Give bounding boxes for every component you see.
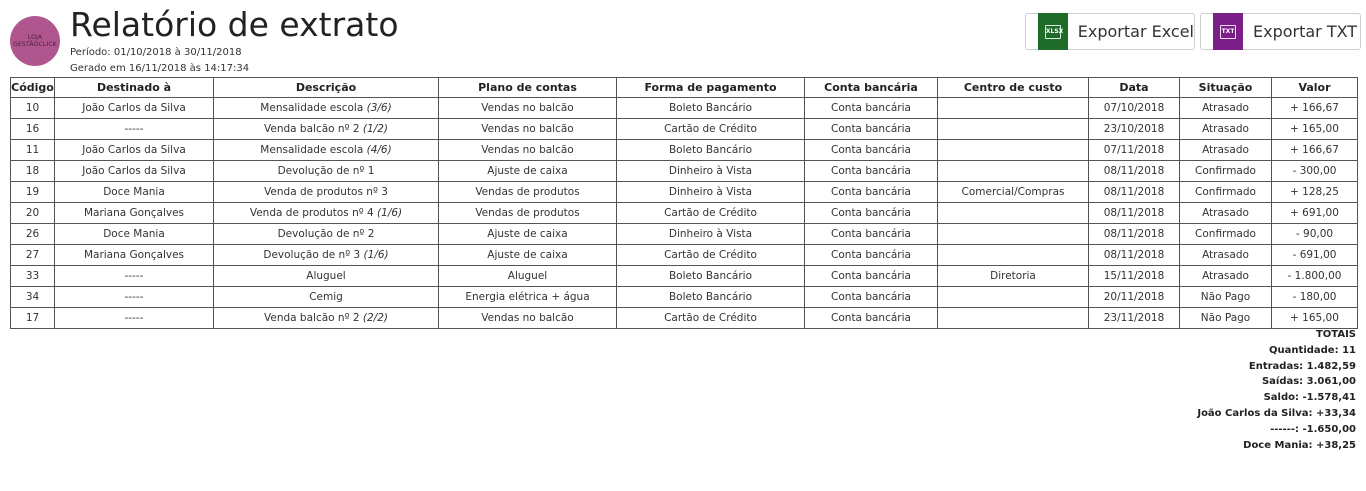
- cell-forma: Dinheiro à Vista: [617, 182, 805, 203]
- cell-plano: Ajuste de caixa: [439, 245, 617, 266]
- description-text: Venda balcão nº 2: [264, 312, 363, 324]
- statement-table: [10, 77, 1358, 329]
- table-header-row: [11, 78, 1358, 98]
- cell-conta: Conta bancária: [805, 161, 938, 182]
- cell-data: 20/11/2018: [1089, 287, 1180, 308]
- cell-centro: [938, 203, 1089, 224]
- cell-plano: Ajuste de caixa: [439, 224, 617, 245]
- cell-forma: Boleto Bancário: [617, 266, 805, 287]
- cell-valor: + 166,67: [1272, 98, 1358, 119]
- cell-descricao: [214, 119, 439, 140]
- cell-valor: - 90,00: [1272, 224, 1358, 245]
- cell-descricao: [214, 140, 439, 161]
- cell-descricao: [214, 224, 439, 245]
- txt-file-icon: TXT: [1213, 13, 1243, 50]
- cell-plano: Aluguel: [439, 266, 617, 287]
- cell-centro: [938, 308, 1089, 329]
- cell-descricao: [214, 287, 439, 308]
- cell-situacao: Não Pago: [1180, 287, 1272, 308]
- col-header-descricao: Descrição: [214, 78, 439, 98]
- report-period: Período: 01/10/2018 à 30/11/2018: [70, 47, 242, 58]
- generated-timestamp: Gerado em 16/11/2018 às 14:17:34: [70, 63, 250, 74]
- cell-valor: + 165,00: [1272, 119, 1358, 140]
- installment-fraction: (1/6): [363, 249, 389, 261]
- company-logo: [10, 16, 60, 66]
- cell-descricao: [214, 98, 439, 119]
- table-row: [11, 245, 1358, 266]
- cell-valor: + 691,00: [1272, 203, 1358, 224]
- cell-forma: Cartão de Crédito: [617, 203, 805, 224]
- cell-conta: Conta bancária: [805, 140, 938, 161]
- col-header-centro: Centro de custo: [938, 78, 1089, 98]
- installment-fraction: (1/2): [362, 123, 388, 135]
- cell-destinado: -----: [55, 287, 214, 308]
- cell-forma: Dinheiro à Vista: [617, 224, 805, 245]
- cell-data: 08/11/2018: [1089, 224, 1180, 245]
- cell-destinado: João Carlos da Silva: [55, 140, 214, 161]
- cell-conta: Conta bancária: [805, 308, 938, 329]
- export-excel-button[interactable]: [1025, 13, 1195, 50]
- cell-conta: Conta bancária: [805, 98, 938, 119]
- cell-data: 08/11/2018: [1089, 245, 1180, 266]
- cell-codigo: 27: [11, 245, 55, 266]
- cell-plano: Vendas no balcão: [439, 98, 617, 119]
- cell-situacao: Confirmado: [1180, 161, 1272, 182]
- totals-line: Saídas: 3.061,00: [1261, 376, 1356, 388]
- cell-valor: - 300,00: [1272, 161, 1358, 182]
- cell-situacao: Atrasado: [1180, 98, 1272, 119]
- cell-conta: Conta bancária: [805, 182, 938, 203]
- description-text: Devolução de nº 3: [263, 249, 364, 261]
- col-header-data: Data: [1089, 78, 1180, 98]
- cell-centro: [938, 140, 1089, 161]
- cell-forma: Boleto Bancário: [617, 287, 805, 308]
- table-row: [11, 266, 1358, 287]
- col-header-codigo: Código: [11, 78, 55, 98]
- description-text: Cemig: [309, 291, 343, 303]
- cell-descricao: [214, 203, 439, 224]
- cell-codigo: 10: [11, 98, 55, 119]
- totals-line: Entradas: 1.482,59: [1248, 360, 1356, 372]
- cell-situacao: Atrasado: [1180, 119, 1272, 140]
- page-title: Relatório de extrato: [70, 5, 399, 44]
- totals-line: Saldo: -1.578,41: [1263, 392, 1356, 404]
- cell-situacao: Atrasado: [1180, 140, 1272, 161]
- table-row: [11, 98, 1358, 119]
- logo-text-line1: LOJA: [27, 34, 43, 41]
- cell-data: 23/11/2018: [1089, 308, 1180, 329]
- cell-centro: [938, 287, 1089, 308]
- export-txt-button[interactable]: [1200, 13, 1361, 50]
- col-header-situacao: Situação: [1180, 78, 1272, 98]
- cell-data: 07/10/2018: [1089, 98, 1180, 119]
- cell-data: 15/11/2018: [1089, 266, 1180, 287]
- cell-data: 07/11/2018: [1089, 140, 1180, 161]
- export-txt-label: Exportar TXT: [1253, 22, 1358, 41]
- cell-data: 08/11/2018: [1089, 203, 1180, 224]
- totals-line: ------: -1.650,00: [1270, 423, 1356, 435]
- cell-descricao: [214, 161, 439, 182]
- description-text: Venda balcão nº 2: [264, 123, 363, 135]
- cell-forma: Cartão de Crédito: [617, 119, 805, 140]
- cell-situacao: Atrasado: [1180, 266, 1272, 287]
- table-row: [11, 203, 1358, 224]
- cell-destinado: Doce Mania: [55, 224, 214, 245]
- description-text: Venda de produtos nº 4: [249, 207, 378, 219]
- cell-descricao: [214, 266, 439, 287]
- cell-conta: Conta bancária: [805, 287, 938, 308]
- cell-valor: + 165,00: [1272, 308, 1358, 329]
- cell-destinado: João Carlos da Silva: [55, 161, 214, 182]
- table-row: [11, 287, 1358, 308]
- cell-situacao: Não Pago: [1180, 308, 1272, 329]
- description-text: Devolução de nº 2: [277, 228, 375, 240]
- col-header-conta: Conta bancária: [805, 78, 938, 98]
- col-header-valor: Valor: [1272, 78, 1358, 98]
- cell-centro: [938, 98, 1089, 119]
- cell-plano: Vendas no balcão: [439, 308, 617, 329]
- cell-codigo: 11: [11, 140, 55, 161]
- cell-destinado: Mariana Gonçalves: [55, 245, 214, 266]
- cell-codigo: 16: [11, 119, 55, 140]
- cell-situacao: Confirmado: [1180, 224, 1272, 245]
- cell-conta: Conta bancária: [805, 119, 938, 140]
- totals-line: João Carlos da Silva: +33,34: [1197, 407, 1356, 419]
- installment-fraction: (4/6): [366, 144, 392, 156]
- cell-situacao: Confirmado: [1180, 182, 1272, 203]
- cell-conta: Conta bancária: [805, 224, 938, 245]
- cell-codigo: 18: [11, 161, 55, 182]
- installment-fraction: (3/6): [366, 102, 392, 114]
- installment-fraction: (1/6): [377, 207, 403, 219]
- cell-plano: Ajuste de caixa: [439, 161, 617, 182]
- description-text: Mensalidade escola: [260, 144, 367, 156]
- cell-centro: [938, 161, 1089, 182]
- cell-descricao: [214, 245, 439, 266]
- cell-codigo: 20: [11, 203, 55, 224]
- totals-summary: [1197, 327, 1356, 453]
- cell-plano: Vendas de produtos: [439, 182, 617, 203]
- cell-destinado: -----: [55, 308, 214, 329]
- cell-valor: - 1.800,00: [1272, 266, 1358, 287]
- export-excel-label: Exportar Excel: [1077, 22, 1194, 41]
- cell-destinado: -----: [55, 119, 214, 140]
- cell-centro: [938, 245, 1089, 266]
- cell-codigo: 26: [11, 224, 55, 245]
- cell-centro: Diretoria: [938, 266, 1089, 287]
- cell-descricao: [214, 308, 439, 329]
- totals-line: Doce Mania: +38,25: [1243, 439, 1356, 451]
- description-text: Devolução de nº 1: [277, 165, 375, 177]
- totals-heading: TOTAIS: [1315, 329, 1356, 340]
- col-header-forma: Forma de pagamento: [617, 78, 805, 98]
- table-row: [11, 140, 1358, 161]
- cell-situacao: Atrasado: [1180, 245, 1272, 266]
- table-row: [11, 161, 1358, 182]
- cell-codigo: 33: [11, 266, 55, 287]
- cell-descricao: [214, 182, 439, 203]
- cell-forma: Dinheiro à Vista: [617, 161, 805, 182]
- cell-codigo: 19: [11, 182, 55, 203]
- installment-fraction: (2/2): [362, 312, 388, 324]
- cell-plano: Vendas no balcão: [439, 140, 617, 161]
- col-header-plano: Plano de contas: [439, 78, 617, 98]
- description-text: Aluguel: [306, 270, 346, 282]
- cell-conta: Conta bancária: [805, 266, 938, 287]
- table-row: [11, 224, 1358, 245]
- cell-data: 08/11/2018: [1089, 161, 1180, 182]
- cell-conta: Conta bancária: [805, 245, 938, 266]
- cell-destinado: Mariana Gonçalves: [55, 203, 214, 224]
- cell-plano: Vendas no balcão: [439, 119, 617, 140]
- cell-plano: Energia elétrica + água: [439, 287, 617, 308]
- cell-forma: Boleto Bancário: [617, 140, 805, 161]
- excel-file-icon: XLSX: [1038, 13, 1068, 50]
- cell-data: 08/11/2018: [1089, 182, 1180, 203]
- cell-conta: Conta bancária: [805, 203, 938, 224]
- cell-destinado: Doce Mania: [55, 182, 214, 203]
- cell-destinado: -----: [55, 266, 214, 287]
- cell-valor: - 180,00: [1272, 287, 1358, 308]
- table-row: [11, 308, 1358, 329]
- cell-situacao: Atrasado: [1180, 203, 1272, 224]
- totals-line: Quantidade: 11: [1269, 344, 1356, 356]
- cell-centro: Comercial/Compras: [938, 182, 1089, 203]
- cell-forma: Cartão de Crédito: [617, 308, 805, 329]
- cell-valor: - 691,00: [1272, 245, 1358, 266]
- cell-codigo: 17: [11, 308, 55, 329]
- logo-text-line2: GESTÃOCLICK: [13, 41, 57, 48]
- cell-valor: + 166,67: [1272, 140, 1358, 161]
- cell-forma: Cartão de Crédito: [617, 245, 805, 266]
- table-row: [11, 119, 1358, 140]
- cell-destinado: João Carlos da Silva: [55, 98, 214, 119]
- description-text: Mensalidade escola: [260, 102, 367, 114]
- table-row: [11, 182, 1358, 203]
- cell-forma: Boleto Bancário: [617, 98, 805, 119]
- description-text: Venda de produtos nº 3: [264, 186, 388, 198]
- cell-codigo: 34: [11, 287, 55, 308]
- cell-centro: [938, 119, 1089, 140]
- cell-valor: + 128,25: [1272, 182, 1358, 203]
- cell-centro: [938, 224, 1089, 245]
- cell-data: 23/10/2018: [1089, 119, 1180, 140]
- col-header-destinado: Destinado à: [55, 78, 214, 98]
- table-body: [11, 98, 1358, 329]
- cell-plano: Vendas de produtos: [439, 203, 617, 224]
